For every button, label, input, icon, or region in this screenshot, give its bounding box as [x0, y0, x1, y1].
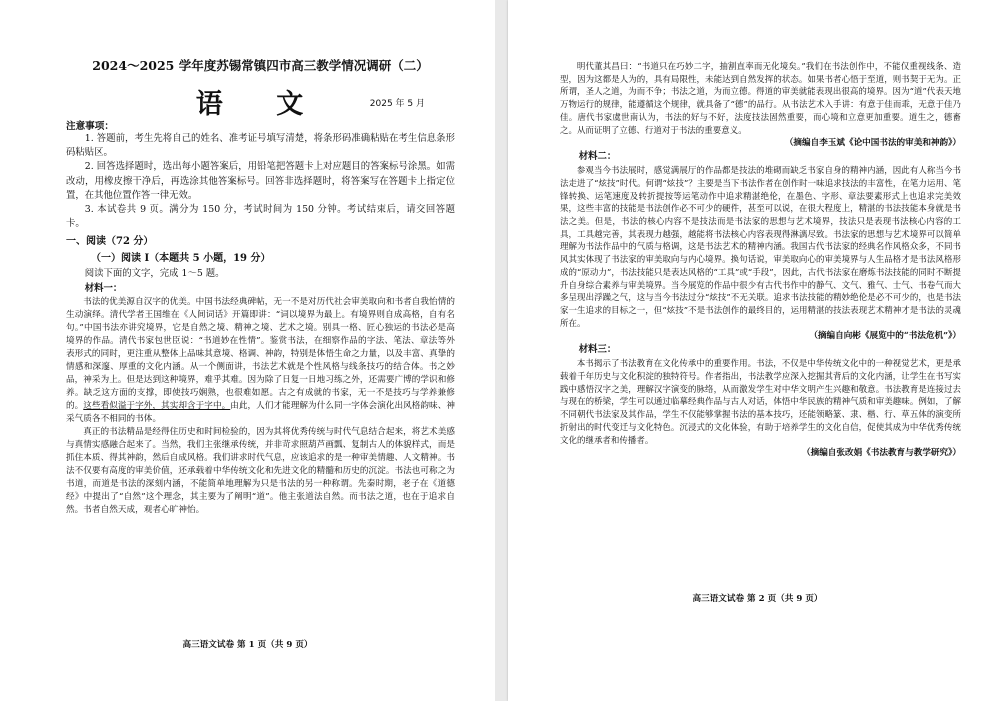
material-1-label: 材料一：: [84, 282, 123, 294]
material-1-text-b: 由此，人们才能理解为什么同一字体会演化出风格韵味、神采气质各不相同的书体。: [66, 401, 455, 425]
reading-instruction: 阅读下面的文字，完成 1～5 题。: [84, 268, 225, 280]
source-3: （摘编自张改娟《书法教育与教学研究》）: [802, 448, 961, 459]
source-2: （摘编自向彬《展览中的“书法危机”》）: [809, 331, 961, 342]
material-2-paragraph: 参观当今书法展时，感觉满展厅的作品都是技法的堆砌而缺乏书家自身的精神内涵，因此有人称当今书法走进了“炫技”时代。何谓“炫技”？主要是当下书法作者在创作时一味追求技法的丰富性，在笔力运用、笔锋转换、运笔速度及转折提按等运笔动作中追求精湛绝伦，在墨色、字形、章法要素形式上也追求完美效果，这些丰富的技能是书法创作必不可少的硬件，甚至可以说，在很大程度上，精湛的书法技能本身就是书法之美。但是，书法的核心内容不是技法而是书法家的思想与艺术境界，技法只是表现书法核心内容的工具，工具越完善，其表现力越强，越能将书法核心内容表现得淋漓尽致。书法家的思想与艺术境界可以简单理解为书法作品中的气质与格调，这是书法艺术的精神内涵。我国古代书法家的经典名作风格众多，不同书风其实体现了书法家的审美取向与内心境界。换句话说，审美取向心的审美境界与人生品格才是书法风格形成的“原动力”，书法技能只是表达风格的“工具”或“手段”，因此，古代书法家在磨炼书法技能的同时不断提升自身综合素养与审美境界。当今展览的作品中很少有古代书作中的静气、文气、雅气、士气、书卷气而大多呈现出浮躁之气，这与当今书法过分“炫技”不无关联。追求书法技能的精妙绝伦是必不可少的，也是书法家一生追求的目标之一，但“炫技”不是书法创作的最终目的，运用精湛的技法表现艺术精神才是书法的灵魂所在。: [560, 165, 961, 328]
notice-item-2: 2. 回答选择题时，选出每小题答案后，用铅笔把答题卡上对应题目的答案标号涂黑。如需改动，用橡皮擦干净后，再选涂其他答案标号。回答非选择题时，将答案写在答题卡上指定位置，在其他位置作答一律无效。: [66, 161, 455, 201]
material-3-paragraph: 本书揭示了书法教育在文化传承中的重要作用。书法，不仅是中华传统文化中的一种视觉艺术，更是承载着千年历史与文化积淀的独特符号。作者指出，书法教学应深入挖掘其背后的文化内涵，让学生在书写实践中感悟汉字之美，理解汉字演变的脉络，从而激发学生对中华文明产生兴趣和敬意。书法教育是连接过去与现在的桥梁，学生可以通过临摹经典作品与古人对话，体悟中华民族的精神气质和审美趣味。例如，了解不同朝代书法家及其作品，学生不仅能够掌握书法的基本技巧，还能领略篆、隶、楷、行、草五体的演变所折射出的时代变迁与文化特色。沉浸式的文化体验，有助于培养学生的文化自信，促使其成为中华优秀传统文化的继承者和传播者。: [560, 358, 961, 445]
notice-item-3: 3. 本试卷共 9 页。满分为 150 分，考试时间为 150 分钟。考试结束后，请交回答题卡。: [66, 204, 455, 230]
exam-page-1: [0, 0, 495, 701]
subsection-heading: （一）阅读 I（本题共 5 小题，19 分）: [91, 253, 271, 265]
notice-heading: 注意事项：: [66, 121, 114, 132]
underlined-sentence: 这些看似溢于字外，其实却含于字中。: [83, 401, 231, 411]
subject-title: 语 文: [195, 89, 326, 120]
page-gap: [495, 0, 508, 701]
section-heading: 一、阅读（72 分）: [66, 236, 154, 248]
material-2-label: 材料二：: [578, 151, 617, 163]
material-1-paragraph-2: 真正的书法精品是经得住历史和时间检验的，因为其将优秀传统与时代气息结合起来，将艺术美感与真情实感融合起来了。当然，我们主张继承传统，并非苛求照葫芦画瓢、复制古人的体貌样式，而是抓住本质、得其神韵，然后自成风格。我们讲求时代气息，应该追求的是一种审美情趣、人文精神。书法不仅要有高度的审美价值，还承载着中华传统文化和先进文化的精髓和历史的沉淀。书法也可称之为书道，而道是书法的深刻内涵，不能简单地理解为只是书法的另一种称谓。先秦时期，老子在《道德经》中提出了“自然”这个理念，其主要为了阐明“道”。他主张道法自然。而书法之道，也在于追求自然。书者自然天成，观者心旷神怡。: [66, 427, 455, 516]
material-3-label: 材料三：: [578, 344, 617, 356]
exam-page-2: [508, 0, 1007, 701]
material-1-text-a: 书法的优美源自汉字的优美。中国书法经典碑帖，无一不是对历代社会审美取向和书者自我怡情的生动演绎。清代学者王国维在《人间词话》开篇即讲：“词以境界为最上。有境界则自成高格，自有名句。”中国书法亦讲究境界，它是自然之境、精神之境、艺术之境。别具一格、匠心独运的书法必是高境界的作品。清代书家包世臣说：“书道妙在性情”。鉴赏书法，在细察作品的字法、笔法、章法等外表形式的同时，更注重从整体上品味其意境、格调、神韵，特别是体悟生命之力量，以及丰富、真挚的情感和深邃、厚重的文化内涵。从一个侧面讲，书法艺术就是个性风格与线条技巧的结合体。书之妙品，神采为上。但是达到这种境界，难乎其难。因为除了日复一日地习练之外，还需要广博的学识和修养。缺乏这方面的支撑，即使技巧娴熟，也很难如愿。古之有成就的书家，无一不是技巧与学养兼修的。: [66, 296, 455, 411]
page-footer: 高三语文试卷 第 2 页（共 9 页）: [692, 594, 823, 604]
notice-item-1: 1. 答题前，考生先将自己的姓名、准考证号填写清楚，将条形码准确粘贴在考生信息条形码粘贴区。: [66, 133, 455, 159]
exam-title: 2024～2025 学年度苏锡常镇四市高三教学情况调研（二）: [92, 58, 429, 73]
page-footer: 高三语文试卷 第 1 页（共 9 页）: [182, 640, 313, 650]
subject-row: [66, 82, 455, 120]
exam-date: 2025 年 5 月: [369, 99, 425, 109]
source-1: （摘编自李玉斌《论中国书法的审美和神韵》）: [784, 138, 961, 149]
material-1-paragraph-3: 明代董其昌曰：“书道只在巧妙二字，抽割直率而无化境矣。”我们在书法创作中，不能仅重视线条、造型，因为这都是人为的，具有局限性，未能达到自然发挥的状态。如果书者心悟于至道，则书契于无为。正所谓，圣人之道，为而不争；书法之道，为而立德。得道的审美就能表现出很高的境界。因为“道”代表天地万物运行的规律，能遵循这个规律，就具备了“德”的品行。从书法艺术入手讲：有意于佳而乖，无意于佳乃佳。唐代书家虞世南认为，书法的好与不好，法度技法固然重要，而心境和立意更加重要。道生之，德畜之。从而证明了立德、行道对于书法的重要意义。: [560, 61, 961, 135]
material-1-paragraph-1: [66, 296, 455, 426]
